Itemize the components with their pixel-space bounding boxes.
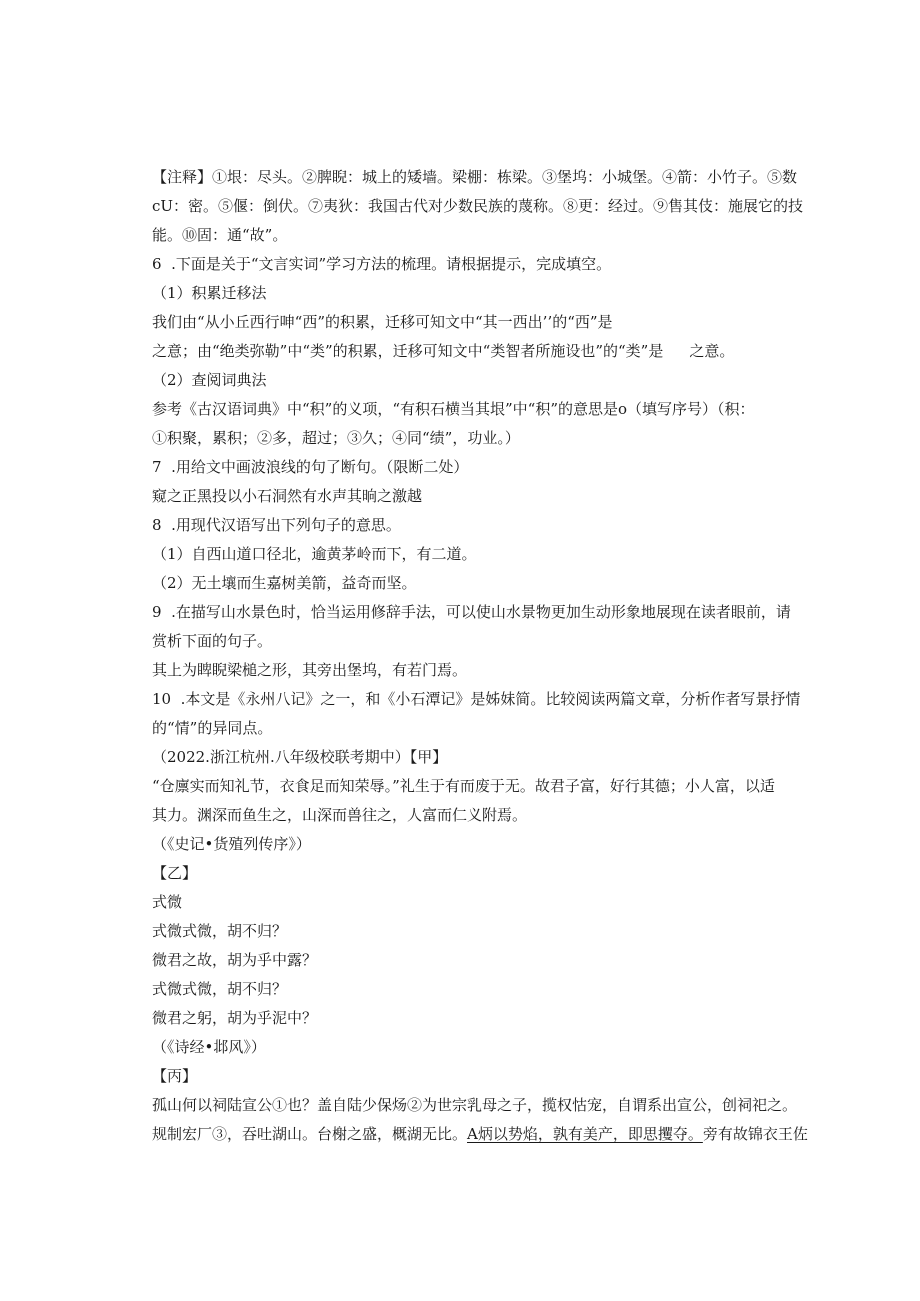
passage-bing-line-2 — [152, 1124, 808, 1144]
q7-title: 7 .用给文中画波浪线的句了断句。（限断二处） — [152, 458, 469, 476]
poem-line-2: 微君之故，胡为乎中露？ — [152, 951, 318, 969]
notes-line-2: cU：密。⑤偃：倒伏。⑦夷狄：我国古代对少数民族的蔑称。⑧更：经过。⑨售其伎：施展它的技 — [152, 197, 804, 215]
q6-title: 6 .下面是关于“文言实词”学习方法的梳理。请根据提示，完成填空。 — [152, 255, 612, 273]
underlined-sentence: A炳以势焰，孰有美产，即思攫夺。 — [467, 1125, 703, 1143]
poem-citation: （《诗经•邶风》） — [152, 1038, 266, 1056]
q6-method-2-line-2: ①积聚，累积；②多，超过；③久；④同“绩”，功业。） — [152, 429, 520, 447]
passage-bing-line-1: 孤山何以祠陆宣公①也？盖自陆少保炀②为世宗乳母之子，揽权怙宠，自谓系出宣公，创祠祀之。 — [152, 1096, 798, 1114]
q10-line-1: 10 .本文是《永州八记》之一，和《小石潭记》是姊妹简。比较阅读两篇文章，分析作者写景抒情 — [152, 690, 801, 708]
poem-line-4: 微君之躬，胡为乎泥中？ — [152, 1009, 318, 1027]
q6-method-1-line-1: 我们由“从小丘西行呻“西”的积累，迁移可知文中“其一西出’’的“西”是 — [152, 313, 613, 331]
q6-method-1: （1）积累迁移法 — [152, 284, 267, 302]
q6-line2-text: 之意；由“绝类弥勒”中“类”的积累，迁移可知文中“类智者所施设也”的“类”是 — [152, 342, 664, 360]
q9-line-1: 9 .在描写山水景色时，恰当运用修辞手法，可以使山水景物更加生动形象地展现在读者眼前，请 — [152, 603, 791, 621]
bing-line2-tail: 旁有故锦衣王佐 — [702, 1125, 808, 1143]
q7-text: 窥之正黑投以小石洞然有水声其晌之激越 — [152, 487, 423, 505]
q6-method-2-line-1: 参考《古汉语词典》中“积”的义项，“有积石横当其垠”中“积”的意思是o（填写序号）（积： — [152, 400, 755, 418]
passage-jia-line-2: 其力。渊深而鱼生之，山深而兽往之，人富而仁义附焉。 — [152, 806, 528, 824]
bing-line2-text: 规制宏厂③，吞吐湖山。台榭之盛，概湖无比。 — [152, 1125, 468, 1143]
poem-line-3: 式微式微，胡不归？ — [152, 980, 288, 998]
q6-line2-tail: 之意。 — [689, 342, 735, 360]
passage-source: （2022.浙江杭州.八年级校联考期中）【甲】 — [152, 748, 448, 766]
q9-line-2: 赏析下面的句子。 — [152, 632, 273, 650]
passage-jia-citation: （《史记•货殖列传序》） — [152, 835, 311, 853]
q6-method-2: （2）查阅词典法 — [152, 371, 267, 389]
poem-title: 式微 — [152, 893, 183, 911]
q8-title: 8 .用现代汉语写出下列句子的意思。 — [152, 516, 401, 534]
q6-method-1-line-2 — [152, 341, 734, 361]
notes-line-1: 【注释】①垠：尽头。②脾睨：城上的矮墙。梁棚：栋梁。③堡坞：小城堡。④箭：小竹子。⑤数 — [152, 168, 798, 186]
q8-sentence-1: （1）自西山道口径北，逾黄茅岭而下，有二道。 — [152, 545, 477, 563]
passage-yi-label: 【乙】 — [152, 864, 198, 882]
notes-line-3: 能。⑩固：通“故”。 — [152, 226, 288, 244]
poem-line-1: 式微式微，胡不归？ — [152, 922, 288, 940]
q8-sentence-2: （2）无土壤而生嘉树美箭，益奇而坚。 — [152, 574, 417, 592]
q9-text: 其上为睥睨梁槌之形，其旁出堡坞，有若门焉。 — [152, 661, 468, 679]
q10-line-2: 的“情”的异同点。 — [152, 719, 273, 737]
passage-bing-label: 【丙】 — [152, 1067, 198, 1085]
passage-jia-line-1: “仓廪实而知礼节，衣食足而知荣辱。”礼生于有而废于无。故君子富，好行其德；小人富，以适 — [152, 777, 775, 795]
